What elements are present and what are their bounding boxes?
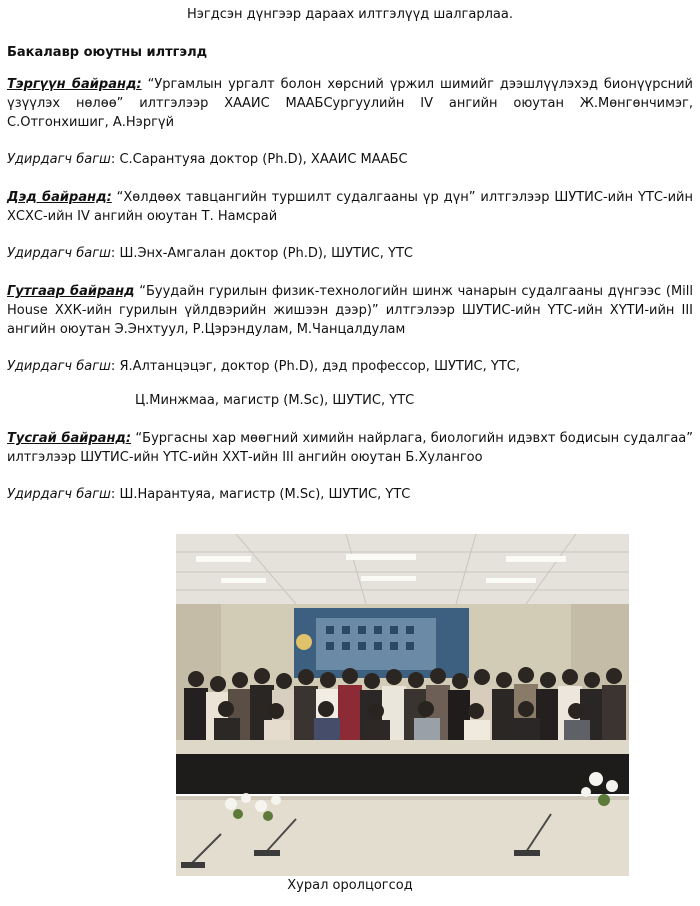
photo-caption: Хурал оролцогсод: [287, 878, 413, 893]
supervisor-name: Я.Алтанцэцэг, доктор (Ph.D), дэд профессор, ШУТИС, ҮТС,: [119, 359, 520, 374]
award-first: [7, 75, 693, 132]
supervisor-first: Удирдагч багш: С.Сарантуяа доктор (Ph.D), ХААИС МААБС: [7, 152, 408, 167]
supervisor-name: Ш.Нарантуяа, магистр (M.Sc), ШУТИС, ҮТС: [119, 487, 411, 502]
supervisor-label: Удирдагч багш: [7, 359, 111, 374]
award-text-special: “Бургасны хар мөөгний химийн найрлага, биологийн идэвхт бодисын судалгаа” илтгэлээр ШУТИС-ийн ҮТС-ийн ХХТ-ийн III ангийн оюутан Б.Хулангоо: [7, 431, 693, 465]
document-page: [7, 0, 693, 504]
supervisor-name: С.Сарантуяа доктор (Ph.D), ХААИС МААБС: [119, 152, 408, 167]
award-place-second: Дэд байранд:: [7, 190, 112, 205]
award-text-first: “Ургамлын ургалт болон хөрсний үржил шимийг дээшлүүлэхэд бионүүрсний үзүүлэх нөлөө” илтгэлээр ХААИС МААБСургуулийн IV ангийн оюутан Ж.Мөнгөнчимэг, С.Отгонхишиг, А.Нэргүй: [7, 77, 694, 130]
intro-line: Нэгдсэн дүнгээр дараах илтгэлүүд шалгарлаа.: [187, 7, 513, 22]
group-photo-illustration: [176, 534, 629, 876]
award-second: [7, 188, 693, 226]
award-text-second: “Хөлдөөх тавцангийн туршилт судалгааны үр дүн” илтгэлээр ШУТИС-ийн ҮТС-ийн ХСХС-ийн IV ангийн оюутан Т. Намсрай: [7, 190, 693, 224]
award-place-first: Тэргүүн байранд:: [7, 77, 142, 92]
award-place-special: Тусгай байранд:: [7, 431, 132, 446]
supervisor-second: Удирдагч багш: Ш.Энх-Амгалан доктор (Ph.D), ШУТИС, ҮТС: [7, 246, 413, 261]
supervisor-special: Удирдагч багш: Ш.Нарантуяа, магистр (M.Sc), ШУТИС, ҮТС: [7, 487, 411, 502]
supervisor-label: Удирдагч багш: [7, 246, 111, 261]
award-place-third: Гутгаар байранд: [7, 284, 135, 299]
supervisor-third: Удирдагч багш: Я.Алтанцэцэг, доктор (Ph.D), дэд профессор, ШУТИС, ҮТС,: [7, 359, 520, 374]
section-title: Бакалавр оюутны илтгэлд: [7, 45, 208, 60]
award-special: [7, 429, 693, 467]
supervisor-label: Удирдагч багш: [7, 487, 111, 502]
group-photo: [176, 534, 629, 876]
supervisor-third-extra: Ц.Минжмаа, магистр (M.Sc), ШУТИС, ҮТС: [135, 393, 415, 408]
award-third: [7, 282, 693, 339]
supervisor-name: Ш.Энх-Амгалан доктор (Ph.D), ШУТИС, ҮТС: [119, 246, 413, 261]
award-text-third: “Буудайн гурилын физик-технологийн шинж чанарын судалгааны дүнгээс (Mill House ХХК-ийн гурилын үйлдвэрийн жишээн дээр)” илтгэлээр ШУТИС-ийн ҮТС-ийн ХҮТИ-ийн III ангийн оюутан Э.Энхтуул, Р.Цэрэндулам, М.Чанцалдулам: [7, 284, 693, 337]
supervisor-label: Удирдагч багш: [7, 152, 111, 167]
